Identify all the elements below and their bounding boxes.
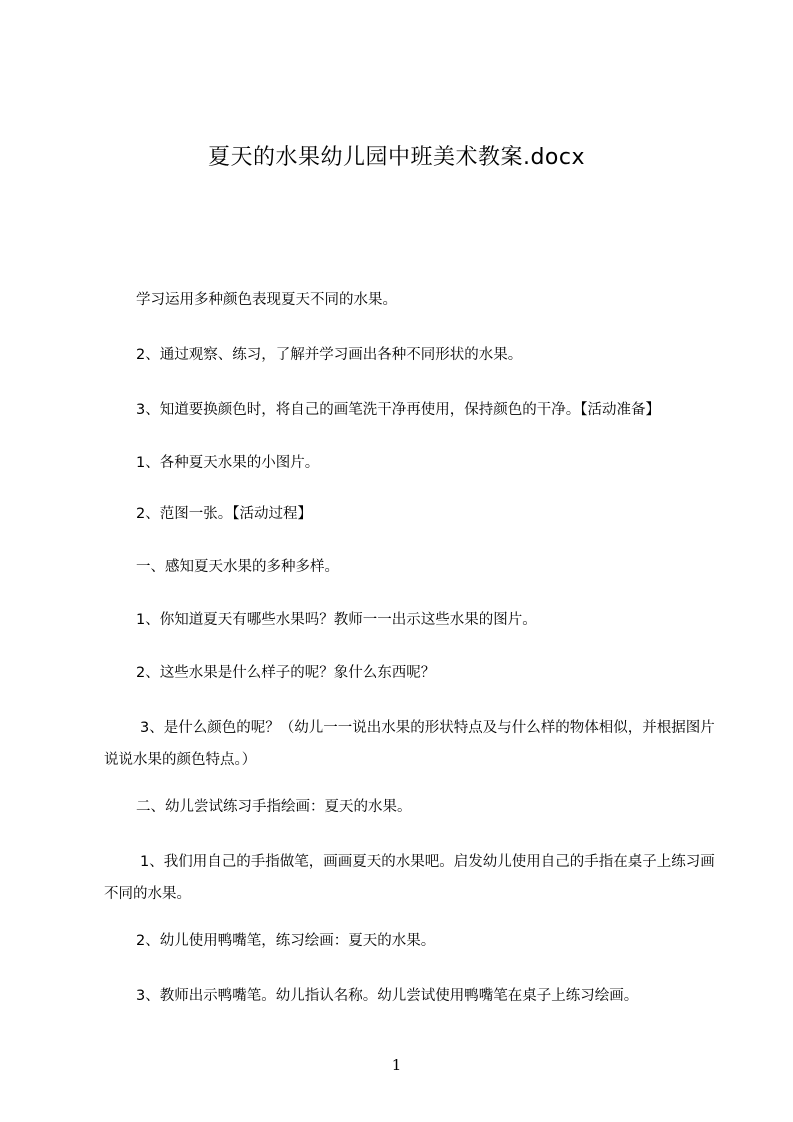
paragraph-8: 2、这些水果是什么样子的呢？象什么东西呢？ <box>136 665 436 681</box>
paragraph-5: 2、范图一张。【活动过程】 <box>136 506 312 522</box>
paragraph-3: 3、知道要换颜色时，将自己的画笔洗干净再使用，保持颜色的干净。【活动准备】 <box>136 402 660 418</box>
page-number: 1 <box>391 1056 402 1074</box>
paragraph-1: 学习运用多种颜色表现夏天不同的水果。 <box>136 292 397 308</box>
paragraph-6: 一、感知夏天水果的多种多样。 <box>136 559 339 575</box>
document-title: 夏天的水果幼儿园中班美术教案.docx <box>207 145 586 170</box>
paragraph-10: 二、幼儿尝试练习手指绘画：夏天的水果。 <box>136 799 412 815</box>
paragraph-7: 1、你知道夏天有哪些水果吗？教师一一出示这些水果的图片。 <box>136 612 537 628</box>
paragraph-9: 3、是什么颜色的呢？（幼儿一一说出水果的形状特点及与什么样的物体相似，并根据图片说说水果的颜色特点。） <box>104 720 715 768</box>
paragraph-2: 2、通过观察、练习，了解并学习画出各种不同形状的水果。 <box>136 347 523 363</box>
paragraph-12: 2、幼儿使用鸭嘴笔，练习绘画：夏天的水果。 <box>136 933 436 949</box>
paragraph-11: 1、我们用自己的手指做笔，画画夏天的水果吧。启发幼儿使用自己的手指在桌子上练习画不同的水果。 <box>104 854 715 902</box>
paragraph-13: 3、教师出示鸭嘴笔。幼儿指认名称。幼儿尝试使用鸭嘴笔在桌子上练习绘画。 <box>136 988 639 1004</box>
paragraph-4: 1、各种夏天水果的小图片。 <box>136 455 320 471</box>
